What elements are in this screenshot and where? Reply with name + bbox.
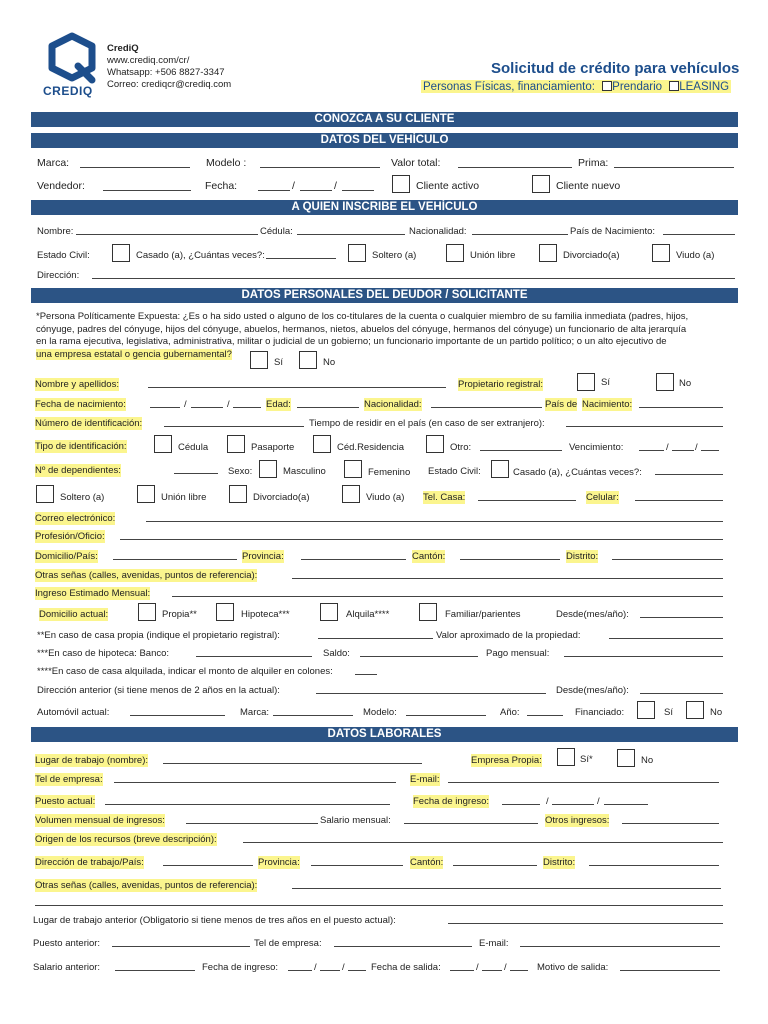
company-name: CrediQ bbox=[107, 43, 139, 54]
sexo-label: Sexo: bbox=[228, 466, 253, 477]
casa-alquilada-label: ****En caso de casa alquilada, indicar el monto de alquiler en colones: bbox=[37, 666, 333, 677]
crediq-logo-icon bbox=[44, 32, 100, 84]
distrito-label: Distrito: bbox=[566, 551, 599, 562]
pep-line-4: una empresa estatal o gencia gubernamental? bbox=[36, 348, 232, 360]
lab-otras-senas-field-2[interactable] bbox=[35, 905, 723, 906]
saldo-label: Saldo: bbox=[323, 648, 350, 659]
inscribe-nacionalidad-label: Nacionalidad: bbox=[409, 226, 467, 237]
divorciado-label: Divorciado(a) bbox=[253, 492, 310, 503]
fn-sep-2: / bbox=[227, 399, 230, 410]
email-link[interactable]: Correo: crediqcr@crediq.com bbox=[107, 79, 232, 90]
dependientes-label: Nº de dependientes: bbox=[35, 465, 121, 476]
propietario-no-checkbox[interactable] bbox=[656, 373, 674, 391]
section-vehiculo: DATOS DEL VEHÍCULO bbox=[31, 133, 738, 148]
fecha-nacimiento-month[interactable] bbox=[191, 407, 223, 408]
lugar-anterior-field[interactable] bbox=[448, 923, 723, 924]
lab-email-field[interactable] bbox=[448, 782, 719, 783]
domicilio-pais-label: Domicilio/País: bbox=[35, 551, 98, 562]
pep-question bbox=[36, 311, 736, 361]
tel-casa-field[interactable] bbox=[478, 500, 576, 501]
valor-aprox-field[interactable] bbox=[609, 638, 723, 639]
canton-label: Cantón: bbox=[412, 551, 446, 562]
salario-anterior-field[interactable] bbox=[115, 970, 195, 971]
fecha-nacimiento-label: Fecha de nacimiento: bbox=[35, 399, 126, 410]
otros-ingresos-field[interactable] bbox=[622, 823, 719, 824]
pais-de-label: País de bbox=[545, 399, 578, 410]
union-libre-label: Unión libre bbox=[161, 492, 207, 503]
fecha-ingreso-year[interactable] bbox=[604, 804, 648, 805]
pep-line-1: *Persona Políticamente Expuesta: ¿Es o ha sido usted o alguno de los co-titulares de la cuenta o cualquier miembro de su familia inmediata (padres, hijos, bbox=[36, 311, 689, 322]
puesto-actual-label: Puesto actual: bbox=[35, 796, 96, 807]
fn-sep-1: / bbox=[184, 399, 187, 410]
soltero-label: Soltero (a) bbox=[60, 492, 105, 503]
familiar-checkbox[interactable] bbox=[419, 603, 437, 621]
tipo-identificacion-label: Tipo de identificación: bbox=[35, 441, 127, 452]
direccion-anterior-label: Dirección anterior (si tiene menos de 2 años en la actual): bbox=[37, 685, 280, 696]
inscribe-nombre-label: Nombre: bbox=[37, 226, 74, 237]
email2-label: E-mail: bbox=[479, 938, 509, 949]
leasing-label: LEASING bbox=[679, 81, 730, 93]
casado-label: Casado (a), ¿Cuántas veces?: bbox=[513, 467, 642, 478]
union-libre-checkbox[interactable] bbox=[137, 485, 155, 503]
femenino-label: Femenino bbox=[368, 467, 411, 478]
celular-field[interactable] bbox=[635, 500, 723, 501]
tiempo-residir-field[interactable] bbox=[566, 426, 723, 427]
financiado-si-label: Sí bbox=[664, 707, 673, 718]
financiado-no-label: No bbox=[710, 707, 723, 718]
nombre-apellidos-field[interactable] bbox=[148, 387, 446, 388]
lab-canton-label: Cantón: bbox=[410, 857, 444, 868]
celular-label: Celular: bbox=[586, 492, 619, 503]
pep-si-checkbox[interactable] bbox=[250, 351, 268, 369]
section-conozca: CONOZCA A SU CLIENTE bbox=[31, 112, 738, 127]
empresa-propia-no-checkbox[interactable] bbox=[617, 749, 635, 767]
casado-veces-field[interactable] bbox=[655, 474, 723, 475]
tipo-residencia-label: Céd.Residencia bbox=[337, 442, 405, 453]
inscribe-union-label: Unión libre bbox=[470, 250, 516, 261]
tel-casa-label: Tel. Casa: bbox=[423, 492, 466, 503]
propia-checkbox[interactable] bbox=[138, 603, 156, 621]
lugar-anterior-label: Lugar de trabajo anterior (Obligatorio si tiene menos de tres años en el puesto actual): bbox=[33, 915, 396, 926]
fecha-salida-day[interactable] bbox=[450, 970, 474, 971]
empresa-propia-si-label: Sí* bbox=[580, 754, 593, 765]
form-title: Solicitud de crédito para vehículos bbox=[491, 60, 740, 77]
tipo-pasaporte-label: Pasaporte bbox=[251, 442, 295, 453]
inscribe-direccion-label: Dirección: bbox=[37, 270, 80, 281]
tel-empresa-field[interactable] bbox=[114, 782, 396, 783]
inscribe-cedula-field[interactable] bbox=[297, 234, 405, 235]
inscribe-divorciado-checkbox[interactable] bbox=[539, 244, 557, 262]
lugar-trabajo-label: Lugar de trabajo (nombre): bbox=[35, 755, 149, 766]
fecha-nacimiento-day[interactable] bbox=[150, 407, 180, 408]
date-sep-1: / bbox=[292, 180, 295, 192]
ingreso-estimado-label: Ingreso Estimado Mensual: bbox=[35, 588, 151, 599]
tel-empresa2-label: Tel de empresa: bbox=[254, 938, 322, 949]
pep-no-checkbox[interactable] bbox=[299, 351, 317, 369]
viudo-checkbox[interactable] bbox=[342, 485, 360, 503]
cliente-activo-label: Cliente activo bbox=[416, 180, 480, 192]
otras-senas-field[interactable] bbox=[292, 578, 723, 579]
fi2-sep-2: / bbox=[342, 962, 345, 973]
propietario-si-checkbox[interactable] bbox=[577, 373, 595, 391]
desde2-label: Desde(mes/año): bbox=[556, 685, 629, 696]
email2-field[interactable] bbox=[520, 946, 720, 947]
lab-distrito-field[interactable] bbox=[589, 865, 719, 866]
profesion-field[interactable] bbox=[120, 539, 723, 540]
fecha-salida-year[interactable] bbox=[510, 970, 528, 971]
auto-modelo-field[interactable] bbox=[406, 715, 486, 716]
venc-sep-2: / bbox=[695, 442, 698, 453]
inscribe-cedula-label: Cédula: bbox=[260, 226, 293, 237]
tipo-otro-label: Otro: bbox=[450, 442, 472, 453]
propia-label: Propia** bbox=[162, 609, 197, 620]
tiempo-residir-label: Tiempo de residir en el país (en caso de ser extranjero): bbox=[309, 418, 545, 429]
tipo-otro-checkbox[interactable] bbox=[426, 435, 444, 453]
date-sep-2: / bbox=[334, 180, 337, 192]
pago-mensual-field[interactable] bbox=[564, 656, 723, 657]
fi-sep-2: / bbox=[597, 796, 600, 807]
domicilio-actual-label: Domicilio actual: bbox=[39, 609, 109, 620]
prendario-checkbox[interactable] bbox=[602, 81, 612, 91]
fecha-ingreso-label: Fecha de ingreso: bbox=[413, 796, 490, 807]
prendario-label: Prendario bbox=[612, 81, 663, 93]
nacionalidad-label: Nacionalidad: bbox=[364, 399, 422, 410]
pago-mensual-label: Pago mensual: bbox=[486, 648, 550, 659]
tel-empresa-label: Tel de empresa: bbox=[35, 774, 103, 785]
auto-modelo-label: Modelo: bbox=[363, 707, 397, 718]
modelo-field[interactable] bbox=[260, 167, 380, 168]
form-subtitle bbox=[421, 80, 731, 93]
correo-field[interactable] bbox=[146, 521, 723, 522]
correo-label: Correo electrónico: bbox=[35, 513, 116, 524]
pep-line-3: en la rama ejecutiva, legislativa, administrativa, militar o judicial de un gobierno; un funcionario importante de un partido político; o un alto ejecutivo de bbox=[36, 336, 667, 347]
casa-propia-field[interactable] bbox=[318, 638, 433, 639]
casa-propia-label: **En caso de casa propia (indique el propietario registral): bbox=[37, 630, 280, 641]
fecha-ingreso-month[interactable] bbox=[552, 804, 594, 805]
direccion-trabajo-field[interactable] bbox=[163, 865, 253, 866]
inscribe-viudo-label: Viudo (a) bbox=[676, 250, 715, 261]
fecha-salida-label: Fecha de salida: bbox=[371, 962, 441, 973]
alquila-checkbox[interactable] bbox=[320, 603, 338, 621]
origen-recursos-label: Origen de los recursos (breve descripción): bbox=[35, 834, 217, 845]
cliente-nuevo-label: Cliente nuevo bbox=[556, 180, 621, 192]
masculino-label: Masculino bbox=[283, 466, 326, 477]
inscribe-divorciado-label: Divorciado(a) bbox=[563, 250, 620, 261]
numero-identificacion-field[interactable] bbox=[164, 426, 304, 427]
inscribe-casado-field[interactable] bbox=[266, 258, 336, 259]
hipoteca-label: Hipoteca*** bbox=[241, 609, 290, 620]
modelo-label: Modelo : bbox=[206, 157, 247, 169]
otros-ingresos-label: Otros ingresos: bbox=[545, 815, 610, 826]
logo-text: CREDIQ bbox=[43, 84, 93, 98]
provincia-label: Provincia: bbox=[242, 551, 284, 562]
fecha-month-field[interactable] bbox=[300, 190, 332, 191]
tipo-pasaporte-checkbox[interactable] bbox=[227, 435, 245, 453]
nacionalidad-field[interactable] bbox=[431, 407, 542, 408]
lab-provincia-label: Provincia: bbox=[258, 857, 300, 868]
motivo-salida-label: Motivo de salida: bbox=[537, 962, 609, 973]
salario-anterior-label: Salario anterior: bbox=[33, 962, 101, 973]
numero-identificacion-label: Número de identificación: bbox=[35, 418, 143, 429]
nacimiento-label: Nacimiento: bbox=[582, 399, 633, 410]
propietario-si-label: Sí bbox=[601, 377, 610, 388]
pep-si-label: Sí bbox=[274, 357, 283, 368]
valor-total-field[interactable] bbox=[458, 167, 572, 168]
auto-marca-field[interactable] bbox=[273, 715, 353, 716]
hipoteca-checkbox[interactable] bbox=[216, 603, 234, 621]
vencimiento-label: Vencimiento: bbox=[569, 442, 624, 453]
subtitle-prefix: Personas Físicas, financiamiento: bbox=[423, 81, 595, 93]
inscribe-nacionalidad-field[interactable] bbox=[472, 234, 568, 235]
masculino-checkbox[interactable] bbox=[259, 460, 277, 478]
desde2-field[interactable] bbox=[640, 693, 723, 694]
direccion-anterior-field[interactable] bbox=[316, 693, 546, 694]
motivo-salida-field[interactable] bbox=[620, 970, 720, 971]
prima-field[interactable] bbox=[614, 167, 734, 168]
automovil-label: Automóvil actual: bbox=[37, 707, 110, 718]
tipo-cedula-label: Cédula bbox=[178, 442, 209, 453]
casa-alquilada-field[interactable] bbox=[355, 674, 377, 675]
section-personales: DATOS PERSONALES DEL DEUDOR / SOLICITANTE bbox=[31, 288, 738, 303]
pep-line-2: cónyuge, padres del cónyuge, hijos del cónyuge, abuelos, hermanos, nietos, abuelos del cónyuge, hermanos del cónyuge) un funcionario de alta jerarquía bbox=[36, 323, 687, 335]
inscribe-pais-field[interactable] bbox=[663, 234, 735, 235]
fecha-ingreso2-month[interactable] bbox=[320, 970, 340, 971]
inscribe-pais-label: País de Nacimiento: bbox=[570, 226, 656, 237]
vendedor-field[interactable] bbox=[103, 190, 191, 191]
fecha-ingreso2-label: Fecha de ingreso: bbox=[202, 962, 279, 973]
lab-otras-senas-field[interactable] bbox=[292, 888, 721, 889]
pais-nacimiento-field[interactable] bbox=[639, 407, 723, 408]
distrito-field[interactable] bbox=[612, 559, 723, 560]
desde-field[interactable] bbox=[640, 617, 723, 618]
lab-provincia-field[interactable] bbox=[311, 865, 403, 866]
vencimiento-year[interactable] bbox=[701, 450, 719, 451]
inscribe-nombre-field[interactable] bbox=[76, 234, 258, 235]
fecha-ingreso2-day[interactable] bbox=[288, 970, 312, 971]
puesto-actual-field[interactable] bbox=[105, 804, 390, 805]
marca-label: Marca: bbox=[37, 157, 70, 169]
estado-civil-label: Estado Civil: bbox=[428, 466, 481, 477]
lugar-trabajo-field[interactable] bbox=[163, 763, 422, 764]
fecha-ingreso-day[interactable] bbox=[502, 804, 540, 805]
origen-recursos-field[interactable] bbox=[243, 842, 723, 843]
fecha-salida-month[interactable] bbox=[482, 970, 502, 971]
empresa-propia-label: Empresa Propia: bbox=[471, 755, 542, 766]
leasing-checkbox[interactable] bbox=[669, 81, 679, 91]
financiado-si-checkbox[interactable] bbox=[637, 701, 655, 719]
provincia-field[interactable] bbox=[301, 559, 406, 560]
pep-no-label: No bbox=[323, 357, 336, 368]
inscribe-casado-label: Casado (a), ¿Cuántas veces?: bbox=[136, 250, 265, 261]
tipo-otro-field[interactable] bbox=[480, 450, 562, 451]
otras-senas-label: Otras señas (calles, avenidas, puntos de referencia): bbox=[35, 570, 258, 581]
profesion-label: Profesión/Oficio: bbox=[35, 531, 105, 542]
prima-label: Prima: bbox=[578, 157, 609, 169]
fecha-label: Fecha: bbox=[205, 180, 238, 192]
auto-ano-field[interactable] bbox=[527, 715, 563, 716]
cliente-nuevo-checkbox[interactable] bbox=[532, 175, 550, 193]
volumen-ingresos-label: Volumen mensual de ingresos: bbox=[35, 815, 165, 826]
inscribe-viudo-checkbox[interactable] bbox=[652, 244, 670, 262]
casado-checkbox[interactable] bbox=[491, 460, 509, 478]
whatsapp-text: Whatsapp: +506 8827-3347 bbox=[107, 67, 225, 78]
fecha-ingreso2-year[interactable] bbox=[348, 970, 366, 971]
puesto-anterior-label: Puesto anterior: bbox=[33, 938, 101, 949]
vencimiento-month[interactable] bbox=[672, 450, 694, 451]
fi-sep-1: / bbox=[546, 796, 549, 807]
fecha-nacimiento-year[interactable] bbox=[233, 407, 261, 408]
domicilio-pais-field[interactable] bbox=[113, 559, 237, 560]
auto-ano-label: Año: bbox=[500, 707, 520, 718]
salario-mensual-field[interactable] bbox=[404, 823, 538, 824]
tel-empresa2-field[interactable] bbox=[334, 946, 472, 947]
dependientes-field[interactable] bbox=[174, 473, 218, 474]
inscribe-soltero-label: Soltero (a) bbox=[372, 250, 417, 261]
marca-field[interactable] bbox=[80, 167, 190, 168]
empresa-propia-si-checkbox[interactable] bbox=[557, 748, 575, 766]
edad-label: Edad: bbox=[266, 399, 291, 410]
inscribe-union-checkbox[interactable] bbox=[446, 244, 464, 262]
femenino-checkbox[interactable] bbox=[344, 460, 362, 478]
vencimiento-day[interactable] bbox=[639, 450, 664, 451]
venc-sep-1: / bbox=[666, 442, 669, 453]
inscribe-casado-checkbox[interactable] bbox=[112, 244, 130, 262]
inscribe-soltero-checkbox[interactable] bbox=[348, 244, 366, 262]
section-inscribe: A QUIEN INSCRIBE EL VEHÍCULO bbox=[31, 200, 738, 215]
volumen-ingresos-field[interactable] bbox=[186, 823, 318, 824]
ingreso-estimado-field[interactable] bbox=[172, 596, 723, 597]
fs-sep-2: / bbox=[504, 962, 507, 973]
saldo-field[interactable] bbox=[360, 656, 478, 657]
financiado-no-checkbox[interactable] bbox=[686, 701, 704, 719]
fecha-year-field[interactable] bbox=[342, 190, 374, 191]
soltero-checkbox[interactable] bbox=[36, 485, 54, 503]
lab-canton-field[interactable] bbox=[453, 865, 537, 866]
fecha-day-field[interactable] bbox=[258, 190, 290, 191]
empresa-propia-no-label: No bbox=[641, 755, 654, 766]
lab-otras-senas-label: Otras señas (calles, avenidas, puntos de referencia): bbox=[35, 880, 258, 891]
automovil-field[interactable] bbox=[130, 715, 225, 716]
salario-mensual-label: Salario mensual: bbox=[320, 815, 391, 826]
propietario-no-label: No bbox=[679, 378, 692, 389]
puesto-anterior-field[interactable] bbox=[112, 946, 250, 947]
propietario-registral-label: Propietario registral: bbox=[458, 379, 544, 390]
divorciado-checkbox[interactable] bbox=[229, 485, 247, 503]
inscribe-direccion-field[interactable] bbox=[92, 278, 735, 279]
canton-field[interactable] bbox=[460, 559, 560, 560]
website-link[interactable]: www.crediq.com/cr/ bbox=[107, 55, 190, 66]
inscribe-estado-civil-label: Estado Civil: bbox=[37, 250, 90, 261]
valor-total-label: Valor total: bbox=[391, 157, 441, 169]
direccion-trabajo-label: Dirección de trabajo/País: bbox=[35, 857, 144, 868]
financiado-label: Financiado: bbox=[575, 707, 625, 718]
hipoteca-banco-field[interactable] bbox=[196, 656, 312, 657]
fs-sep-1: / bbox=[476, 962, 479, 973]
edad-field[interactable] bbox=[297, 407, 359, 408]
section-laborales: DATOS LABORALES bbox=[31, 727, 738, 742]
desde-label: Desde(mes/año): bbox=[556, 609, 629, 620]
vendedor-label: Vendedor: bbox=[37, 180, 85, 192]
alquila-label: Alquila**** bbox=[346, 609, 390, 620]
lab-distrito-label: Distrito: bbox=[543, 857, 576, 868]
tipo-residencia-checkbox[interactable] bbox=[313, 435, 331, 453]
tipo-cedula-checkbox[interactable] bbox=[154, 435, 172, 453]
viudo-label: Viudo (a) bbox=[366, 492, 405, 503]
familiar-label: Familiar/parientes bbox=[445, 609, 521, 620]
auto-marca-label: Marca: bbox=[240, 707, 270, 718]
lab-email-label: E-mail: bbox=[410, 774, 440, 785]
valor-aprox-label: Valor aproximado de la propiedad: bbox=[436, 630, 581, 641]
hipoteca-banco-label: ***En caso de hipoteca: Banco: bbox=[37, 648, 170, 659]
fi2-sep-1: / bbox=[314, 962, 317, 973]
cliente-activo-checkbox[interactable] bbox=[392, 175, 410, 193]
nombre-apellidos-label: Nombre y apellidos: bbox=[35, 379, 119, 390]
